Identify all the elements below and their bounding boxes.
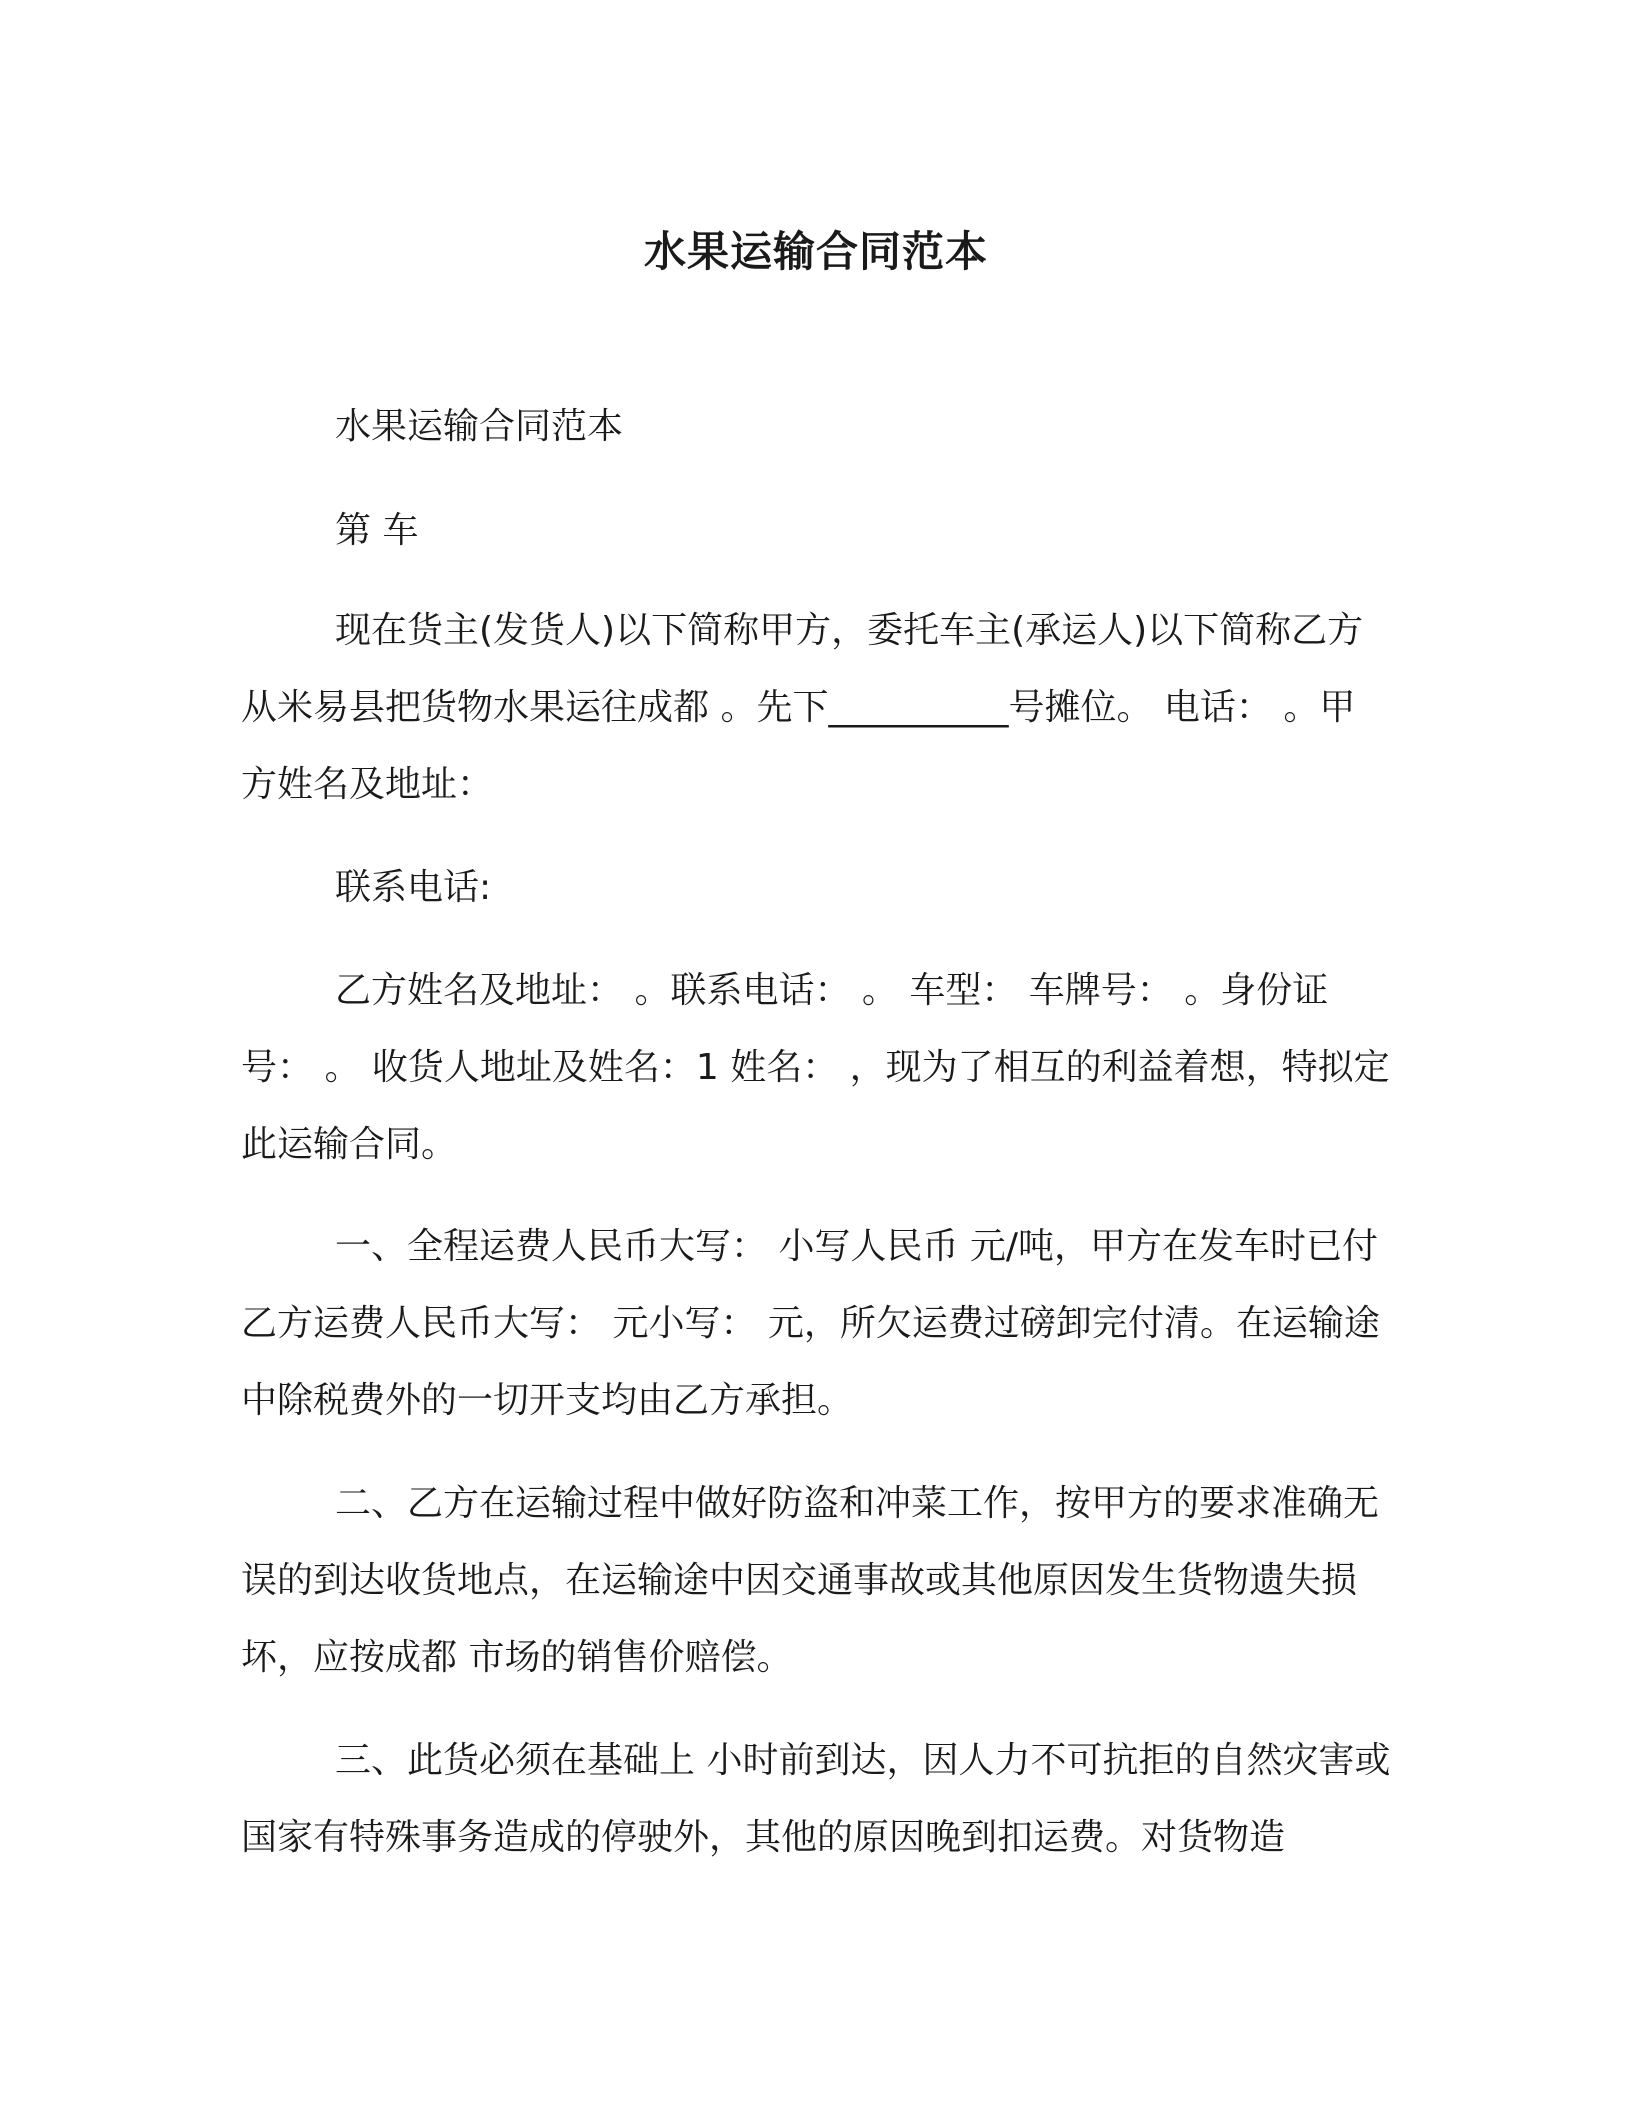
paragraph-text: 三、此货必须在基础上 小时前到达，因人力不可抗拒的自然灾害或国家有特殊事务造成的停驶外，其他的原因晚到扣运费。对货物造	[241, 1740, 1391, 1858]
paragraph-text: 二、乙方在运输过程中做好防盗和冲菜工作，按甲方的要求准确无误的到达收货地点，在运输途中因交通事故或其他原因发生货物遗失损坏，应按成都 市场的销售价赔偿。	[241, 1483, 1380, 1678]
paragraph-text: 一、全程运费人民币大写： 小写人民币 元/吨，甲方在发车时已付乙方运费人民币大写： 元小写： 元，所欠运费过磅卸完付清。在运输途中除税费外的一切开支均由乙方承担。	[241, 1226, 1380, 1421]
paragraph-contact-phone	[241, 849, 1391, 926]
paragraph-text: 乙方姓名及地址： 。联系电话： 。 车型： 车牌号： 。身份证号： 。 收货人地址及姓名：1 姓名： ，现为了相互的利益着想，特拟定此运输合同。	[241, 970, 1390, 1165]
document-title: 水果运输合同范本	[643, 227, 988, 276]
paragraph-clause-2	[241, 1465, 1391, 1696]
paragraph-text: 联系电话:	[335, 867, 492, 908]
paragraph-car-number	[241, 492, 1391, 569]
paragraph-text: 水果运输合同范本	[335, 406, 624, 447]
paragraph-text: 第 车	[335, 510, 419, 551]
paragraph-intro	[241, 592, 1391, 823]
paragraph-party-b	[241, 952, 1391, 1183]
paragraph-clause-1	[241, 1208, 1391, 1439]
paragraph-text: 现在货主(发货人)以下简称甲方，委托车主(承运人)以下简称乙方从米易县把货物水果运往成都 。先下__________号摊位。 电话： 。甲方姓名及地址：	[241, 610, 1364, 805]
paragraph-clause-3	[241, 1722, 1391, 1876]
paragraph-subtitle	[241, 388, 1391, 465]
